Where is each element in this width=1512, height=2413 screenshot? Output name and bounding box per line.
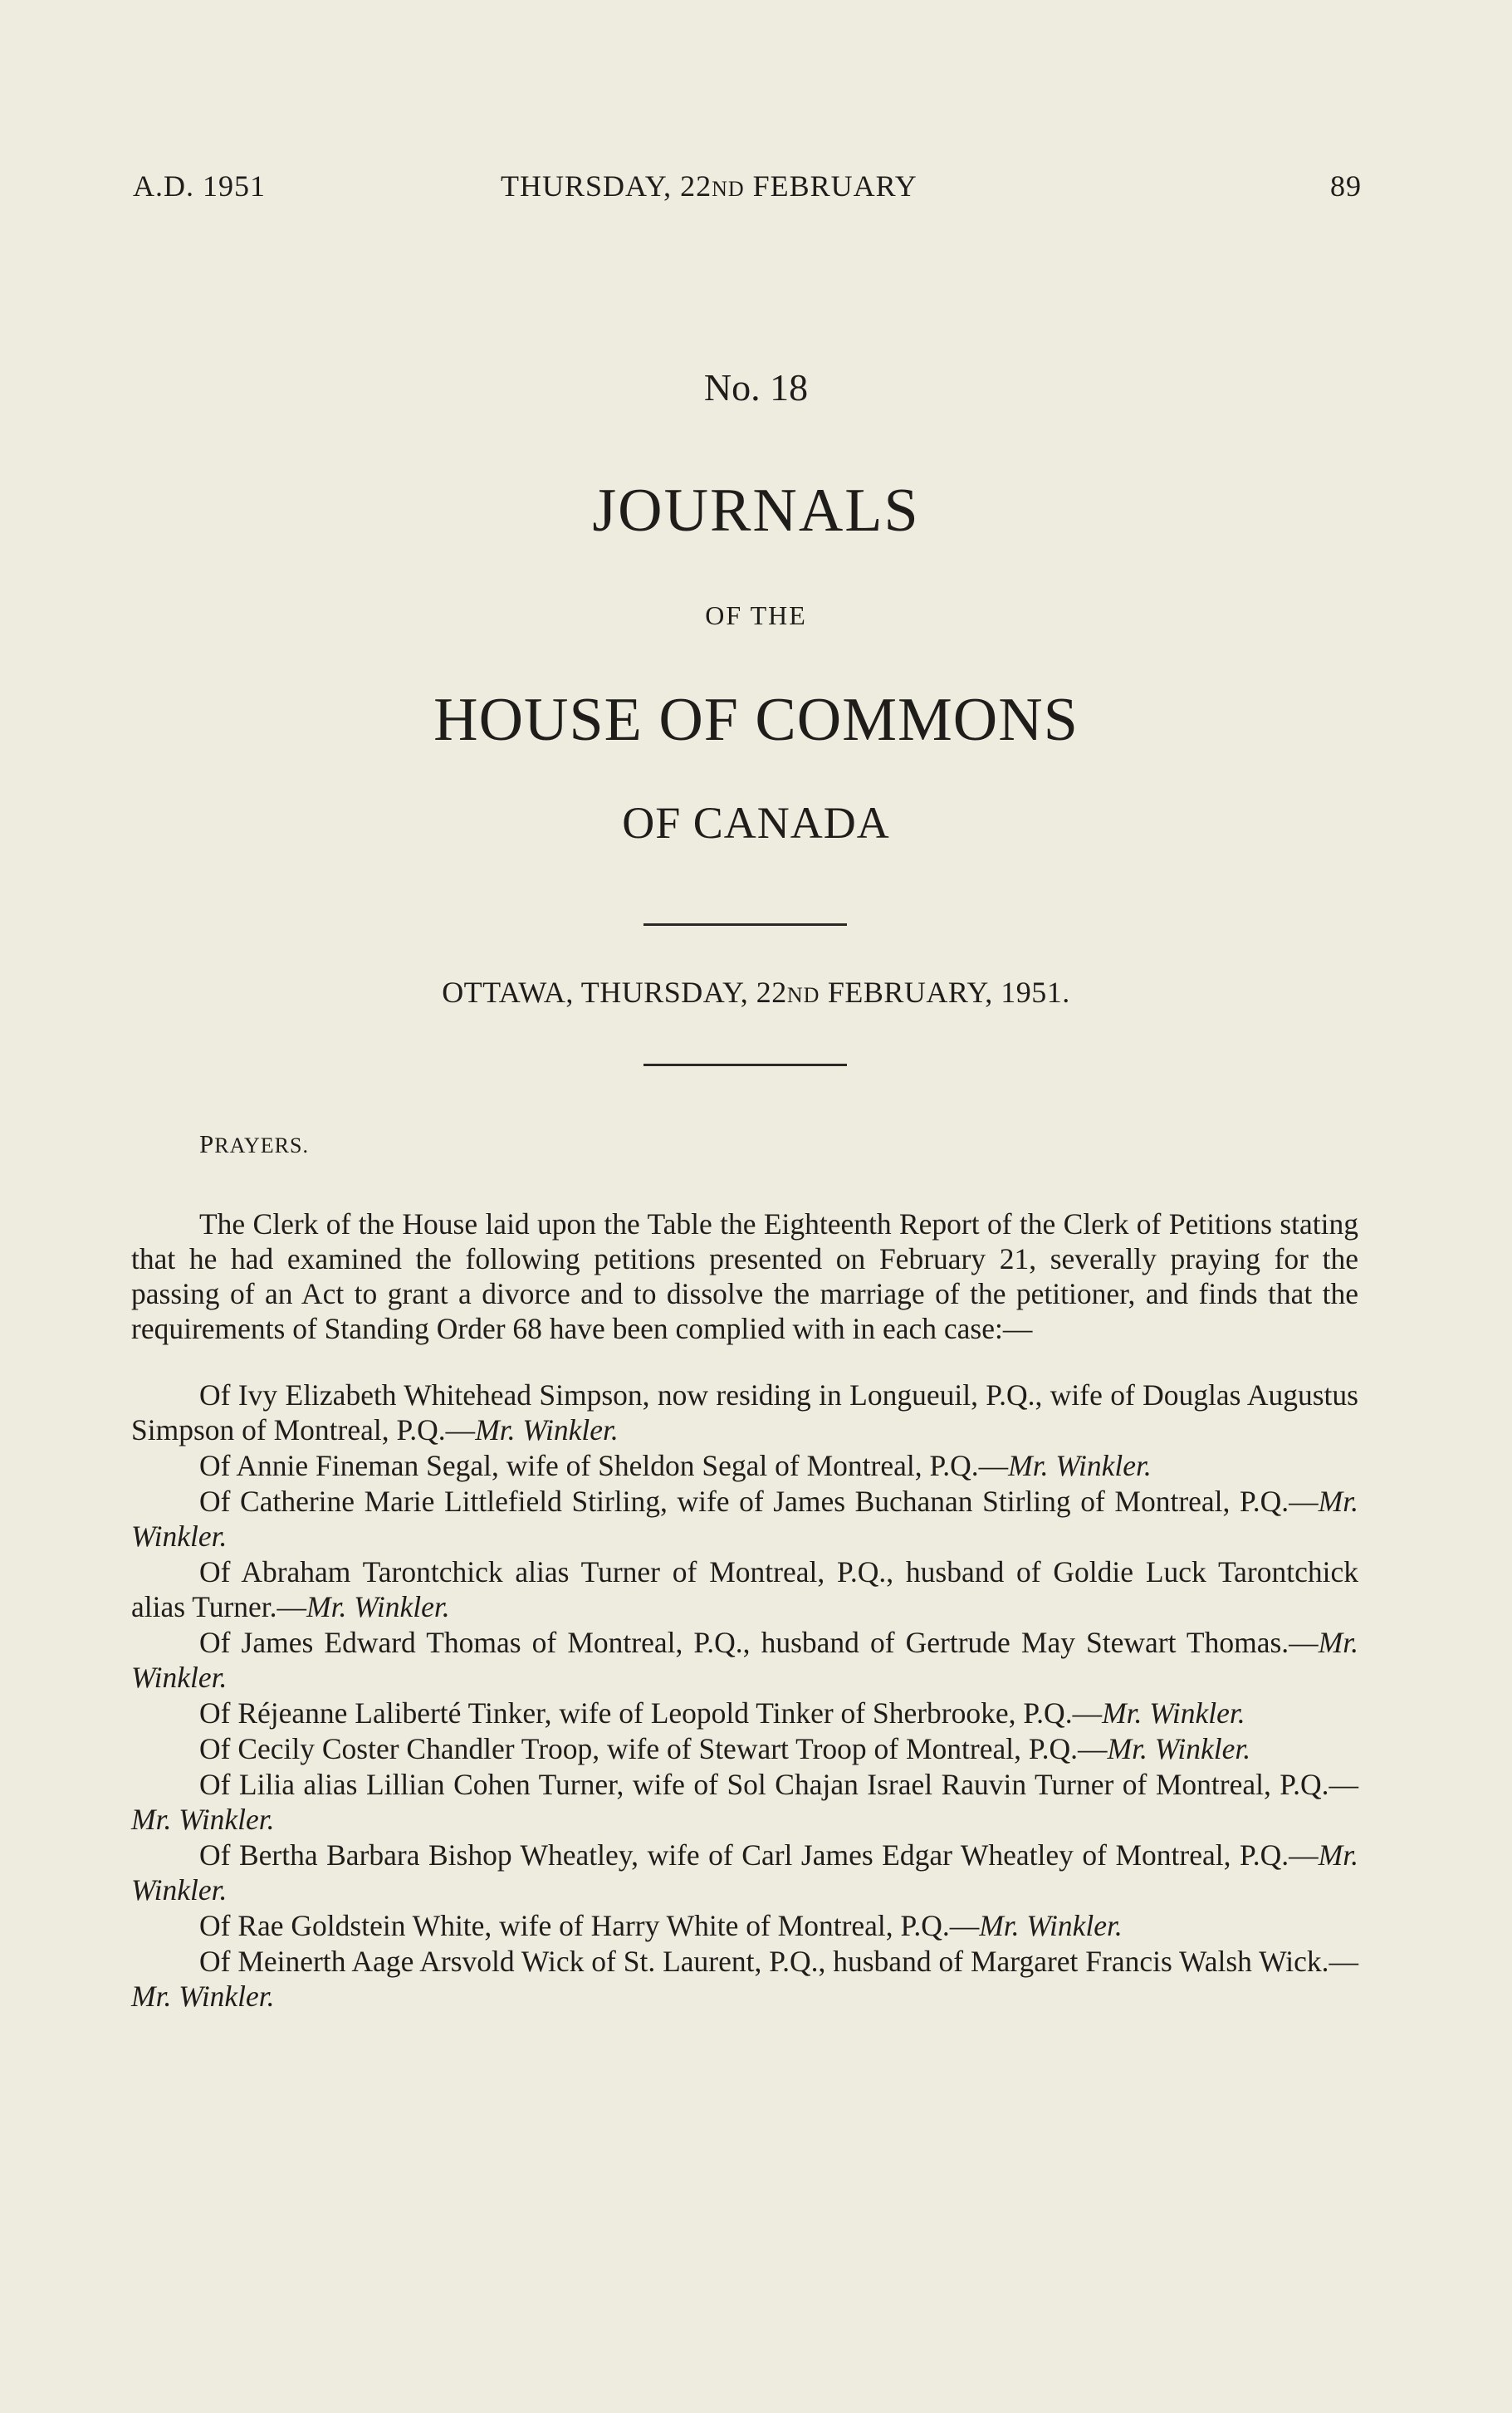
petition-entry: Of Abraham Tarontchick alias Turner of Montreal, P.Q., husband of Goldie Luck Tarontchick alias Turner.—Mr. Winkler. — [131, 1555, 1358, 1623]
petition-entry: Of Annie Fineman Segal, wife of Sheldon Segal of Montreal, P.Q.—Mr. Winkler. — [199, 1449, 1152, 1482]
divider-rule-bottom — [643, 1064, 847, 1066]
dateline: OTTAWA, THURSDAY, 22ND FEBRUARY, 1951. — [442, 976, 1070, 1009]
of-the-line: OF THE — [705, 600, 807, 630]
petition-entry: Of James Edward Thomas of Montreal, P.Q., husband of Gertrude May Stewart Thomas.—Mr. Winkler. — [131, 1626, 1358, 1694]
petition-entry: Of Catherine Marie Littlefield Stirling, wife of James Buchanan Stirling of Montreal, P.Q.—Mr. Winkler. — [131, 1485, 1358, 1553]
prayers-heading: PRAYERS. — [199, 1129, 309, 1158]
petition-entry: Of Réjeanne Laliberté Tinker, wife of Leopold Tinker of Sherbrooke, P.Q.—Mr. Winkler. — [199, 1696, 1245, 1730]
page-number: 89 — [1330, 169, 1362, 203]
issue-number: No. 18 — [703, 366, 809, 409]
petition-entry: Of Ivy Elizabeth Whitehead Simpson, now residing in Longueuil, P.Q., wife of Douglas Augustus Simpson of Montreal, P.Q.—Mr. Winkler. — [131, 1378, 1358, 1446]
running-head — [133, 169, 1362, 210]
clerk-report-paragraph: The Clerk of the House laid upon the Table the Eighteenth Report of the Clerk of Petitions stating that he had examined the following petitions presented on February 21, severally praying for the passing of an Act to grant a divorce and to dissolve the marriage of the petitioner, and finds that the requirements of Standing Order 68 have been complied with in each case:— — [131, 1207, 1358, 1345]
running-head-year: A.D. 1951 — [133, 169, 266, 203]
petition-entry: Of Bertha Barbara Bishop Wheatley, wife of Carl James Edgar Wheatley of Montreal, P.Q.—Mr. Winkler. — [131, 1838, 1358, 1906]
petition-entry: Of Cecily Coster Chandler Troop, wife of Stewart Troop of Montreal, P.Q.—Mr. Winkler. — [199, 1732, 1251, 1765]
journals-title: JOURNALS — [592, 477, 920, 545]
of-canada-title: OF CANADA — [622, 798, 890, 848]
divider-rule-top — [643, 923, 847, 926]
house-of-commons-title: HOUSE OF COMMONS — [433, 686, 1079, 754]
petition-entry: Of Meinerth Aage Arsvold Wick of St. Laurent, P.Q., husband of Margaret Francis Walsh Wick.—Mr. Winkler. — [131, 1945, 1358, 2013]
petition-entry: Of Rae Goldstein White, wife of Harry White of Montreal, P.Q.—Mr. Winkler. — [199, 1909, 1123, 1942]
petition-entry: Of Lilia alias Lillian Cohen Turner, wife of Sol Chajan Israel Rauvin Turner of Montreal, P.Q.—Mr. Winkler. — [131, 1768, 1358, 1836]
journal-body — [131, 1206, 1358, 2014]
running-head-date: THURSDAY, 22ND FEBRUARY — [501, 169, 917, 203]
